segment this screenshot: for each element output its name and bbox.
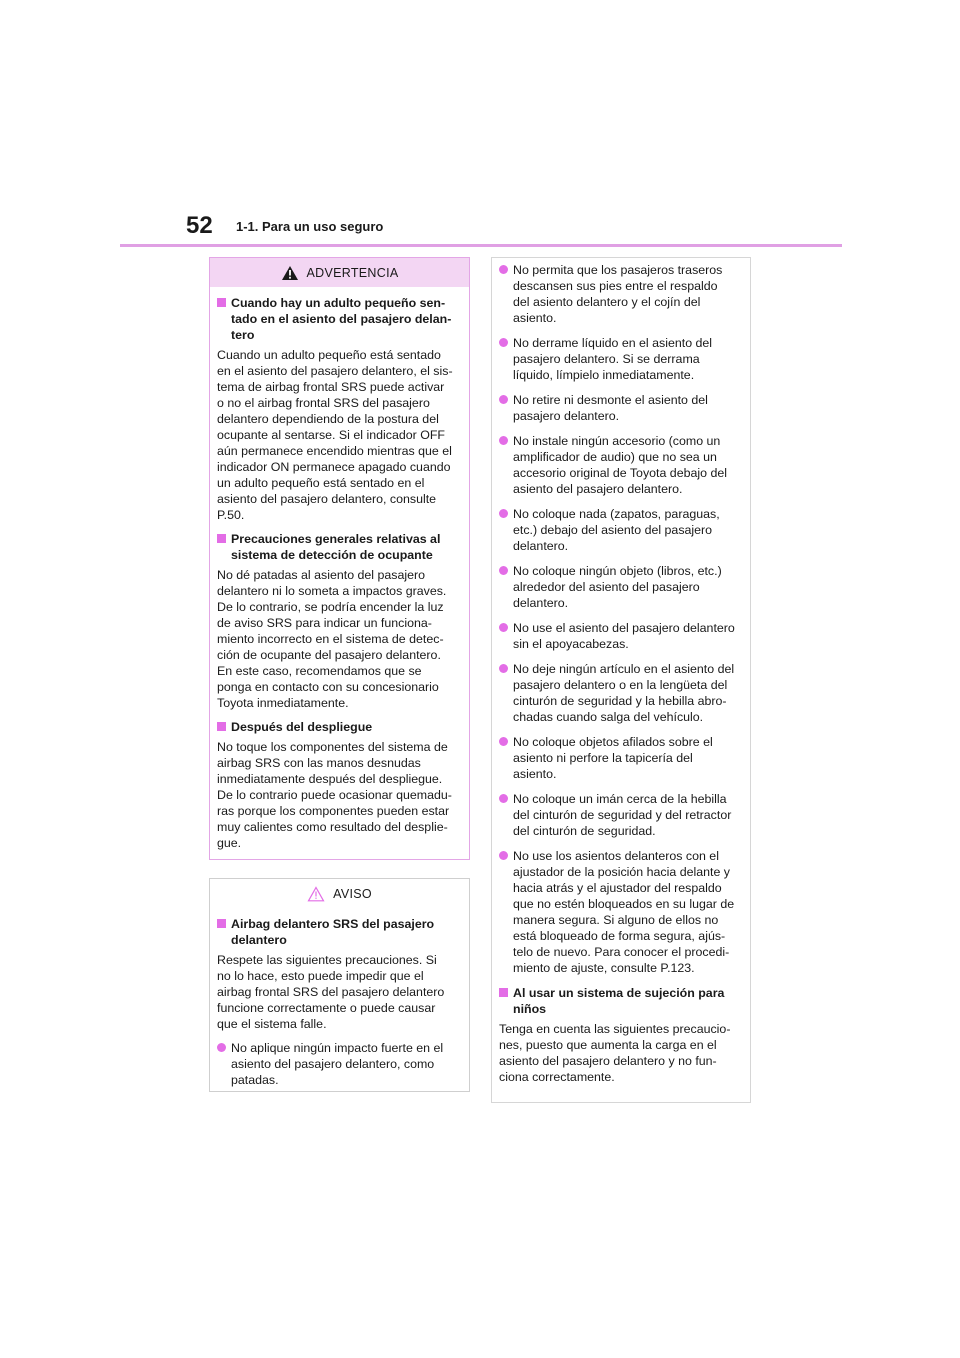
list-item: No coloque objetos afilados sobre el asiento ni perfore la tapicería del asiento. [499, 734, 743, 782]
round-bullet-icon [499, 395, 508, 404]
list-item: No retire ni desmonte el asiento del pasajero delantero. [499, 392, 743, 424]
aviso-bullet: No aplique ningún impacto fuerte en el asiento del pasajero delantero, como patadas. [217, 1040, 462, 1088]
warning-text-1: Cuando un adulto pequeño está sentado en el asiento del pasajero delantero, el sis- tema de airbag frontal SRS puede activar o no el airbag frontal SRS del pasajero delantero dependiendo de la postura del ocupante al sentarse. Si el indicador OFF aún permanece encendido mientras que el indicador ON permanece apagado cuando un adulto pequeño está sentado en el asiento del pasajero delantero, consulte P.50. [217, 348, 453, 522]
warning-text-2: No dé patadas al asiento del pasajero delantero ni lo someta a impactos graves. De lo contrario, se podría encender la luz de aviso SRS para indicar un funciona- miento incorrecto en el sistema de detec- ción de ocupante del pasajero delantero. En este caso, recomendamos que se ponga en contacto con su concesionario Toyota inmediatamente. [217, 568, 447, 710]
list-item: No instale ningún accesorio (como un amplificador de audio) que no sea un accesorio original de Toyota debajo del asiento del pasajero delantero. [499, 433, 743, 497]
square-bullet-icon [217, 298, 226, 307]
list-item: No use los asientos delanteros con el ajustador de la posición hacia delante y hacia atrás y el ajustador del respaldo que no estén bloqueados en su lugar de manera segura. Si alguno de ellos no está bloqueado de forma segura, ajús- telo de nuevo. Para conocer el procedi- miento de ajuste, consulte P.123. [499, 848, 743, 976]
caution-triangle-outline-icon [307, 886, 325, 902]
aviso-box [209, 878, 470, 1092]
list-item: No coloque un imán cerca de la hebilla del cinturón de seguridad y del retractor del cinturón de seguridad. [499, 791, 743, 839]
section-title: 1-1. Para un uso seguro [236, 219, 384, 234]
list-item: No permita que los pasajeros traseros descansen sus pies entre el respaldo del asiento delantero y el cojín del asiento. [499, 262, 743, 326]
round-bullet-icon [499, 509, 508, 518]
list-item: No coloque ningún objeto (libros, etc.) alrededor del asiento del pasajero delantero. [499, 563, 743, 611]
round-bullet-icon [499, 623, 508, 632]
warning-header [210, 258, 469, 287]
round-bullet-icon [499, 737, 508, 746]
child-restraint-heading: Al usar un sistema de sujeción para niños [499, 985, 743, 1017]
list-item: No use el asiento del pasajero delantero sin el apoyacabezas. [499, 620, 743, 652]
warning-heading-2: Precauciones generales relativas al sistema de detección de ocupante [217, 531, 462, 563]
page-number: 52 [186, 212, 213, 239]
aviso-text: Respete las siguientes precauciones. Si no lo hace, esto puede impedir que el airbag frontal SRS del pasajero delantero funcione correctamente o puede causar que el sistema falle. [217, 953, 445, 1031]
aviso-heading: Airbag delantero SRS del pasajero delantero [217, 916, 462, 948]
square-bullet-icon [217, 919, 226, 928]
round-bullet-icon [499, 794, 508, 803]
warning-text-3: No toque los componentes del sistema de airbag SRS con las manos desnudas inmediatamente después del despliegue. De lo contrario puede ocasionar quemadu- ras porque los componentes pueden estar muy calientes como resultado del desplie- gue. [217, 740, 452, 850]
warning-title: ADVERTENCIA [306, 265, 399, 280]
child-restraint-text: Tenga en cuenta las siguientes precaucio- nes, puesto que aumenta la carga en el asiento del pasajero delantero y no fun- ciona correctamente. [499, 1022, 731, 1084]
round-bullet-icon [499, 265, 508, 274]
header-rule [120, 244, 842, 247]
warning-box [209, 257, 470, 860]
warning-heading-3: Después del despliegue [217, 719, 462, 735]
warning-triangle-icon [281, 265, 299, 281]
round-bullet-icon [499, 566, 508, 575]
round-bullet-icon [499, 338, 508, 347]
round-bullet-icon [217, 1043, 226, 1052]
round-bullet-icon [499, 664, 508, 673]
square-bullet-icon [217, 534, 226, 543]
list-item: No coloque nada (zapatos, paraguas, etc.) debajo del asiento del pasajero delantero. [499, 506, 743, 554]
square-bullet-icon [217, 722, 226, 731]
aviso-header [210, 879, 469, 908]
square-bullet-icon [499, 988, 508, 997]
list-item: No deje ningún artículo en el asiento del pasajero delantero o en la lengüeta del cinturón de seguridad y la hebilla abro- chadas cuando salga del vehículo. [499, 661, 743, 725]
round-bullet-icon [499, 851, 508, 860]
aviso-title: AVISO [333, 886, 372, 901]
round-bullet-icon [499, 436, 508, 445]
list-item: No derrame líquido en el asiento del pasajero delantero. Si se derrama líquido, límpielo inmediatamente. [499, 335, 743, 383]
continued-warning-box [491, 257, 751, 1103]
warning-heading-1: Cuando hay un adulto pequeño sen- tado en el asiento del pasajero delan- tero [217, 295, 462, 343]
